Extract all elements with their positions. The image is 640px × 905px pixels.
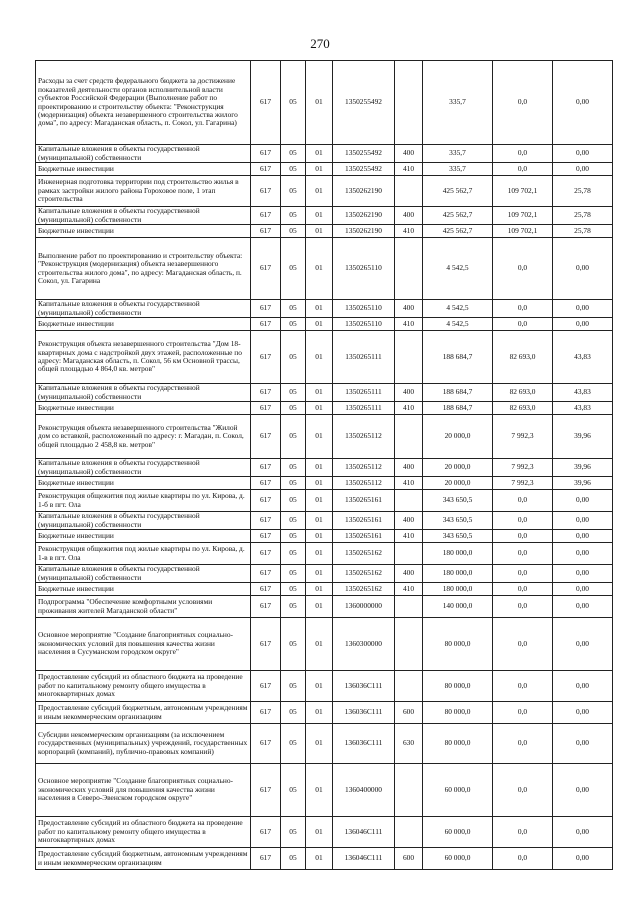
row-admin-code: 617 — [251, 596, 281, 618]
row-target-article: 1350255492 — [333, 61, 395, 145]
row-actual-amount: 0,0 — [493, 145, 553, 163]
row-section: 05 — [281, 145, 306, 163]
row-subsection: 01 — [306, 300, 333, 318]
row-execution-percent: 25,78 — [553, 207, 613, 225]
row-execution-percent: 0,00 — [553, 238, 613, 300]
row-name: Предоставление субсидий бюджетным, автономным учреждениям и иным некоммерческим организациям — [36, 848, 251, 870]
row-planned-amount: 140 000,0 — [423, 596, 493, 618]
row-expense-type: 400 — [395, 512, 423, 530]
row-target-article: 1350265110 — [333, 318, 395, 331]
row-actual-amount: 109 702,1 — [493, 207, 553, 225]
row-expense-type — [395, 490, 423, 512]
row-planned-amount: 180 000,0 — [423, 583, 493, 596]
table-row — [36, 207, 613, 225]
row-name: Бюджетные инвестиции — [36, 530, 251, 543]
row-target-article: 1350265112 — [333, 477, 395, 490]
row-target-article: 1360300000 — [333, 618, 395, 671]
row-target-article: 1350265161 — [333, 530, 395, 543]
row-execution-percent: 0,00 — [553, 702, 613, 724]
row-admin-code: 617 — [251, 530, 281, 543]
row-execution-percent: 0,00 — [553, 512, 613, 530]
row-planned-amount: 343 650,5 — [423, 490, 493, 512]
row-planned-amount: 425 562,7 — [423, 176, 493, 207]
row-actual-amount: 0,0 — [493, 163, 553, 176]
row-planned-amount: 80 000,0 — [423, 702, 493, 724]
row-section: 05 — [281, 848, 306, 870]
row-planned-amount: 20 000,0 — [423, 415, 493, 459]
row-section: 05 — [281, 512, 306, 530]
table-row — [36, 543, 613, 565]
row-actual-amount: 0,0 — [493, 318, 553, 331]
row-target-article: 1350265112 — [333, 459, 395, 477]
row-target-article: 1350265161 — [333, 512, 395, 530]
row-subsection: 01 — [306, 596, 333, 618]
row-subsection: 01 — [306, 384, 333, 402]
row-admin-code: 617 — [251, 415, 281, 459]
row-execution-percent: 0,00 — [553, 817, 613, 848]
row-name: Бюджетные инвестиции — [36, 225, 251, 238]
row-actual-amount: 0,0 — [493, 817, 553, 848]
row-expense-type: 400 — [395, 384, 423, 402]
row-actual-amount: 0,0 — [493, 671, 553, 702]
row-admin-code: 617 — [251, 512, 281, 530]
row-subsection: 01 — [306, 477, 333, 490]
row-planned-amount: 20 000,0 — [423, 459, 493, 477]
row-expense-type — [395, 176, 423, 207]
row-subsection: 01 — [306, 402, 333, 415]
row-execution-percent: 0,00 — [553, 543, 613, 565]
row-expense-type — [395, 764, 423, 817]
row-target-article: 136036С111 — [333, 671, 395, 702]
row-actual-amount: 7 992,3 — [493, 477, 553, 490]
row-section: 05 — [281, 300, 306, 318]
row-target-article: 1350265111 — [333, 384, 395, 402]
row-target-article: 1350255492 — [333, 163, 395, 176]
table-row — [36, 724, 613, 764]
row-name: Бюджетные инвестиции — [36, 583, 251, 596]
row-planned-amount: 425 562,7 — [423, 207, 493, 225]
row-subsection: 01 — [306, 764, 333, 817]
row-actual-amount: 0,0 — [493, 543, 553, 565]
row-actual-amount: 7 992,3 — [493, 459, 553, 477]
row-expense-type: 410 — [395, 530, 423, 543]
row-name: Капитальные вложения в объекты государственной (муниципальной) собственности — [36, 512, 251, 530]
table-row — [36, 512, 613, 530]
row-section: 05 — [281, 176, 306, 207]
table-row — [36, 402, 613, 415]
row-expense-type — [395, 61, 423, 145]
row-expense-type — [395, 415, 423, 459]
row-planned-amount: 60 000,0 — [423, 817, 493, 848]
row-section: 05 — [281, 724, 306, 764]
row-expense-type: 400 — [395, 145, 423, 163]
row-expense-type — [395, 331, 423, 384]
row-admin-code: 617 — [251, 331, 281, 384]
row-subsection: 01 — [306, 459, 333, 477]
row-admin-code: 617 — [251, 459, 281, 477]
row-actual-amount: 82 693,0 — [493, 331, 553, 384]
table-row — [36, 176, 613, 207]
row-section: 05 — [281, 207, 306, 225]
row-execution-percent: 0,00 — [553, 318, 613, 331]
row-execution-percent: 0,00 — [553, 583, 613, 596]
row-target-article: 1350265110 — [333, 300, 395, 318]
row-subsection: 01 — [306, 724, 333, 764]
row-execution-percent: 39,96 — [553, 477, 613, 490]
table-row — [36, 583, 613, 596]
row-admin-code: 617 — [251, 490, 281, 512]
row-execution-percent: 43,83 — [553, 384, 613, 402]
row-section: 05 — [281, 225, 306, 238]
row-expense-type: 410 — [395, 402, 423, 415]
row-planned-amount: 4 542,5 — [423, 318, 493, 331]
page-number: 270 — [310, 36, 330, 51]
row-execution-percent: 0,00 — [553, 530, 613, 543]
row-target-article: 1360000000 — [333, 596, 395, 618]
row-section: 05 — [281, 459, 306, 477]
table-row — [36, 817, 613, 848]
row-admin-code: 617 — [251, 145, 281, 163]
row-section: 05 — [281, 583, 306, 596]
row-admin-code: 617 — [251, 618, 281, 671]
row-section: 05 — [281, 764, 306, 817]
table-row — [36, 459, 613, 477]
row-admin-code: 617 — [251, 225, 281, 238]
row-target-article: 1350265162 — [333, 565, 395, 583]
row-admin-code: 617 — [251, 477, 281, 490]
budget-table — [35, 60, 613, 870]
row-section: 05 — [281, 477, 306, 490]
row-expense-type: 400 — [395, 459, 423, 477]
row-target-article: 1350265162 — [333, 543, 395, 565]
table-row — [36, 415, 613, 459]
table-row — [36, 238, 613, 300]
row-target-article: 1350265111 — [333, 402, 395, 415]
row-planned-amount: 335,7 — [423, 145, 493, 163]
row-subsection: 01 — [306, 702, 333, 724]
row-execution-percent: 25,78 — [553, 225, 613, 238]
row-name: Основное мероприятие "Создание благоприятных социально-экономических условий для повышения качества жизни населения в Сусуманском городском округе" — [36, 618, 251, 671]
row-execution-percent: 0,00 — [553, 618, 613, 671]
row-section: 05 — [281, 490, 306, 512]
row-admin-code: 617 — [251, 402, 281, 415]
row-execution-percent: 0,00 — [553, 61, 613, 145]
row-execution-percent: 0,00 — [553, 764, 613, 817]
row-execution-percent: 25,78 — [553, 176, 613, 207]
row-expense-type: 410 — [395, 225, 423, 238]
row-planned-amount: 188 684,7 — [423, 331, 493, 384]
row-actual-amount: 109 702,1 — [493, 225, 553, 238]
row-subsection: 01 — [306, 565, 333, 583]
table-row — [36, 848, 613, 870]
row-target-article: 1350262190 — [333, 225, 395, 238]
row-name: Предоставление субсидий из областного бюджета на проведение работ по капитальному ремонту общего имущества в многоквартирных домах — [36, 817, 251, 848]
table-row — [36, 384, 613, 402]
row-expense-type: 410 — [395, 318, 423, 331]
row-subsection: 01 — [306, 415, 333, 459]
row-target-article: 1350255492 — [333, 145, 395, 163]
row-admin-code: 617 — [251, 764, 281, 817]
row-execution-percent: 43,83 — [553, 402, 613, 415]
row-execution-percent: 0,00 — [553, 671, 613, 702]
row-target-article: 1350262190 — [333, 207, 395, 225]
row-execution-percent: 0,00 — [553, 596, 613, 618]
row-actual-amount: 0,0 — [493, 530, 553, 543]
row-subsection: 01 — [306, 61, 333, 145]
row-target-article: 136046С111 — [333, 848, 395, 870]
row-expense-type: 400 — [395, 565, 423, 583]
table-row — [36, 671, 613, 702]
row-target-article: 1350265111 — [333, 331, 395, 384]
row-expense-type: 400 — [395, 300, 423, 318]
row-section: 05 — [281, 318, 306, 331]
row-actual-amount: 0,0 — [493, 583, 553, 596]
row-name: Предоставление субсидий из областного бюджета на проведение работ по капитальному ремонту общего имущества в многоквартирных домах — [36, 671, 251, 702]
row-subsection: 01 — [306, 583, 333, 596]
row-planned-amount: 20 000,0 — [423, 477, 493, 490]
row-section: 05 — [281, 543, 306, 565]
row-planned-amount: 188 684,7 — [423, 402, 493, 415]
row-actual-amount: 0,0 — [493, 848, 553, 870]
row-section: 05 — [281, 402, 306, 415]
row-name: Бюджетные инвестиции — [36, 402, 251, 415]
table-row — [36, 163, 613, 176]
row-subsection: 01 — [306, 817, 333, 848]
row-name: Предоставление субсидий бюджетным, автономным учреждениям и иным некоммерческим организациям — [36, 702, 251, 724]
row-actual-amount: 109 702,1 — [493, 176, 553, 207]
table-row — [36, 764, 613, 817]
row-subsection: 01 — [306, 848, 333, 870]
row-expense-type: 410 — [395, 163, 423, 176]
row-section: 05 — [281, 61, 306, 145]
row-name: Расходы за счет средств федерального бюджета за достижение показателей деятельности органов исполнительной власти субъектов Российской Федерации (Выполнение работ по проектированию и строительству объекта: "Реконструкция (модернизация) объекта незавершенного строительства жилого дома", по адресу: Магаданская область, п. Сокол, ул. Гагарина) — [36, 61, 251, 145]
row-name: Бюджетные инвестиции — [36, 318, 251, 331]
table-row — [36, 477, 613, 490]
row-section: 05 — [281, 163, 306, 176]
row-subsection: 01 — [306, 225, 333, 238]
row-name: Подпрограмма "Обеспечение комфортными условиями проживания жителей Магаданской области" — [36, 596, 251, 618]
row-subsection: 01 — [306, 145, 333, 163]
row-expense-type — [395, 618, 423, 671]
row-name: Капитальные вложения в объекты государственной (муниципальной) собственности — [36, 145, 251, 163]
row-actual-amount: 0,0 — [493, 238, 553, 300]
row-actual-amount: 0,0 — [493, 490, 553, 512]
row-execution-percent: 0,00 — [553, 848, 613, 870]
row-subsection: 01 — [306, 331, 333, 384]
row-actual-amount: 0,0 — [493, 764, 553, 817]
row-subsection: 01 — [306, 163, 333, 176]
row-target-article: 1350265112 — [333, 415, 395, 459]
row-subsection: 01 — [306, 176, 333, 207]
row-actual-amount: 0,0 — [493, 61, 553, 145]
row-name: Капитальные вложения в объекты государственной (муниципальной) собственности — [36, 300, 251, 318]
row-subsection: 01 — [306, 238, 333, 300]
row-name: Субсидии некоммерческим организациям (за исключением государственных (муниципальных) учреждений, государственных корпораций (компаний), публично-правовых компаний) — [36, 724, 251, 764]
row-admin-code: 617 — [251, 318, 281, 331]
row-name: Бюджетные инвестиции — [36, 477, 251, 490]
row-subsection: 01 — [306, 671, 333, 702]
row-target-article: 1350265110 — [333, 238, 395, 300]
row-section: 05 — [281, 671, 306, 702]
row-expense-type — [395, 671, 423, 702]
row-subsection: 01 — [306, 207, 333, 225]
row-execution-percent: 0,00 — [553, 565, 613, 583]
row-actual-amount: 0,0 — [493, 596, 553, 618]
row-actual-amount: 0,0 — [493, 512, 553, 530]
row-section: 05 — [281, 331, 306, 384]
table-row — [36, 618, 613, 671]
table-row — [36, 318, 613, 331]
table-row — [36, 702, 613, 724]
row-section: 05 — [281, 596, 306, 618]
row-admin-code: 617 — [251, 848, 281, 870]
row-planned-amount: 180 000,0 — [423, 543, 493, 565]
row-actual-amount: 0,0 — [493, 702, 553, 724]
row-planned-amount: 425 562,7 — [423, 225, 493, 238]
row-planned-amount: 180 000,0 — [423, 565, 493, 583]
row-admin-code: 617 — [251, 543, 281, 565]
row-actual-amount: 0,0 — [493, 300, 553, 318]
row-execution-percent: 0,00 — [553, 163, 613, 176]
row-execution-percent: 0,00 — [553, 300, 613, 318]
row-subsection: 01 — [306, 618, 333, 671]
row-admin-code: 617 — [251, 176, 281, 207]
row-execution-percent: 0,00 — [553, 724, 613, 764]
row-name: Капитальные вложения в объекты государственной (муниципальной) собственности — [36, 207, 251, 225]
row-admin-code: 617 — [251, 300, 281, 318]
row-subsection: 01 — [306, 543, 333, 565]
row-admin-code: 617 — [251, 724, 281, 764]
row-planned-amount: 343 650,5 — [423, 530, 493, 543]
row-planned-amount: 188 684,7 — [423, 384, 493, 402]
row-actual-amount: 82 693,0 — [493, 402, 553, 415]
row-execution-percent: 39,96 — [553, 415, 613, 459]
row-section: 05 — [281, 565, 306, 583]
row-name: Бюджетные инвестиции — [36, 163, 251, 176]
row-actual-amount: 7 992,3 — [493, 415, 553, 459]
row-execution-percent: 0,00 — [553, 145, 613, 163]
row-execution-percent: 0,00 — [553, 490, 613, 512]
row-subsection: 01 — [306, 512, 333, 530]
table-row — [36, 490, 613, 512]
row-execution-percent: 43,83 — [553, 331, 613, 384]
row-name: Капитальные вложения в объекты государственной (муниципальной) собственности — [36, 565, 251, 583]
table-row — [36, 300, 613, 318]
row-name: Инженерная подготовка территории под строительство жилья в рамках застройки жилого района Гороховое поле, 1 этап строительства — [36, 176, 251, 207]
row-admin-code: 617 — [251, 238, 281, 300]
row-name: Основное мероприятие "Создание благоприятных социально-экономических условий для повышения качества жизни населения в Северо-Эвенском городском округе" — [36, 764, 251, 817]
row-section: 05 — [281, 384, 306, 402]
row-actual-amount: 0,0 — [493, 565, 553, 583]
row-section: 05 — [281, 415, 306, 459]
row-subsection: 01 — [306, 530, 333, 543]
row-actual-amount: 0,0 — [493, 724, 553, 764]
row-target-article: 1360400000 — [333, 764, 395, 817]
row-name: Реконструкция общежития под жилые квартиры по ул. Кирова, д. 1-б в пгт. Ола — [36, 490, 251, 512]
row-planned-amount: 335,7 — [423, 163, 493, 176]
table-row — [36, 331, 613, 384]
row-actual-amount: 82 693,0 — [493, 384, 553, 402]
row-planned-amount: 60 000,0 — [423, 848, 493, 870]
row-section: 05 — [281, 817, 306, 848]
table-row — [36, 145, 613, 163]
row-admin-code: 617 — [251, 671, 281, 702]
row-expense-type: 630 — [395, 724, 423, 764]
row-planned-amount: 80 000,0 — [423, 671, 493, 702]
row-subsection: 01 — [306, 318, 333, 331]
row-expense-type: 410 — [395, 583, 423, 596]
row-name: Выполнение работ по проектированию и строительству объекта: "Реконструкция (модернизация) объекта незавершенного строительства жилого дома", по адресу: Магаданская область, п. Сокол, ул. Гагарина — [36, 238, 251, 300]
row-name: Капитальные вложения в объекты государственной (муниципальной) собственности — [36, 459, 251, 477]
row-expense-type — [395, 817, 423, 848]
row-target-article: 136036С111 — [333, 702, 395, 724]
table-row — [36, 61, 613, 145]
table-row — [36, 596, 613, 618]
table-row — [36, 225, 613, 238]
row-planned-amount: 4 542,5 — [423, 300, 493, 318]
row-admin-code: 617 — [251, 163, 281, 176]
row-planned-amount: 80 000,0 — [423, 724, 493, 764]
row-expense-type — [395, 543, 423, 565]
row-expense-type — [395, 596, 423, 618]
row-name: Реконструкция объекта незавершенного строительства "Жилой дом со вставкой, расположенный по адресу: г. Магадан, п. Сокол, общей площадью 2 458,8 кв. метров" — [36, 415, 251, 459]
row-expense-type: 410 — [395, 477, 423, 490]
row-admin-code: 617 — [251, 61, 281, 145]
row-expense-type: 600 — [395, 848, 423, 870]
row-admin-code: 617 — [251, 702, 281, 724]
row-planned-amount: 80 000,0 — [423, 618, 493, 671]
row-section: 05 — [281, 530, 306, 543]
row-name: Реконструкция общежития под жилые квартиры по ул. Кирова, д. 1-в в пгт. Ола — [36, 543, 251, 565]
row-section: 05 — [281, 238, 306, 300]
row-expense-type: 600 — [395, 702, 423, 724]
row-target-article: 1350265162 — [333, 583, 395, 596]
row-target-article: 136046С111 — [333, 817, 395, 848]
row-section: 05 — [281, 702, 306, 724]
row-admin-code: 617 — [251, 565, 281, 583]
table-row — [36, 565, 613, 583]
row-planned-amount: 335,7 — [423, 61, 493, 145]
row-expense-type — [395, 238, 423, 300]
row-actual-amount: 0,0 — [493, 618, 553, 671]
row-admin-code: 617 — [251, 817, 281, 848]
row-name: Реконструкция объекта незавершенного строительства "Дом 18-квартирных дома с надстройкой двух этажей, расположенные по адресу: Магаданская область, п. Сокол, 56 км Основной трассы, общей площадью 4 864,0 кв. метров" — [36, 331, 251, 384]
row-admin-code: 617 — [251, 384, 281, 402]
row-section: 05 — [281, 618, 306, 671]
row-planned-amount: 4 542,5 — [423, 238, 493, 300]
row-execution-percent: 39,96 — [553, 459, 613, 477]
row-name: Капитальные вложения в объекты государственной (муниципальной) собственности — [36, 384, 251, 402]
row-expense-type: 400 — [395, 207, 423, 225]
table-body — [36, 61, 613, 870]
row-subsection: 01 — [306, 490, 333, 512]
row-planned-amount: 60 000,0 — [423, 764, 493, 817]
row-target-article: 1350265161 — [333, 490, 395, 512]
row-target-article: 1350262190 — [333, 176, 395, 207]
row-target-article: 136036С111 — [333, 724, 395, 764]
table-row — [36, 530, 613, 543]
row-admin-code: 617 — [251, 583, 281, 596]
row-admin-code: 617 — [251, 207, 281, 225]
row-planned-amount: 343 650,5 — [423, 512, 493, 530]
